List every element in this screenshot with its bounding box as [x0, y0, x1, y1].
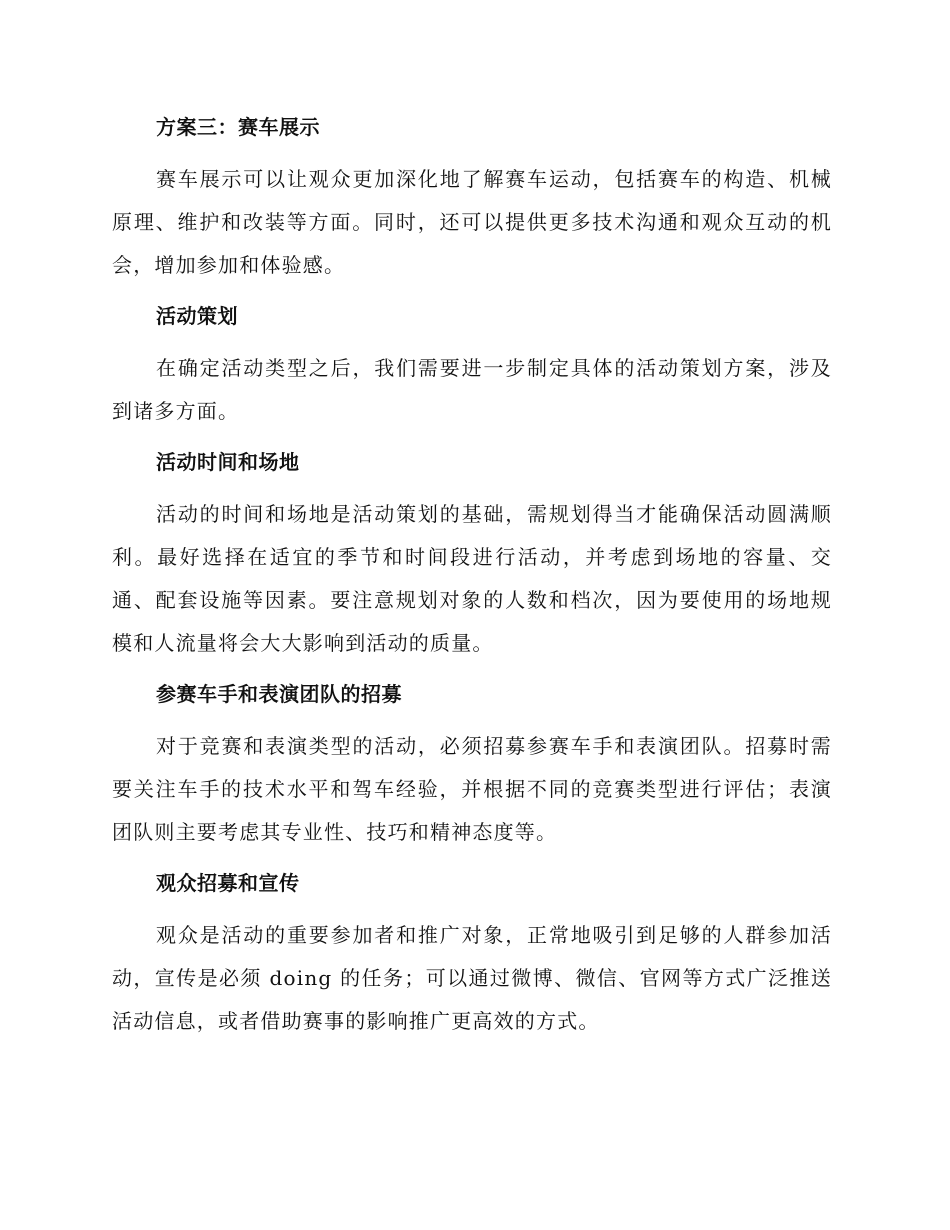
section-heading-driver-and-team-recruitment: 参赛车手和表演团队的招募: [156, 682, 402, 706]
spacer: [112, 713, 832, 725]
spacer: [112, 335, 832, 347]
section-paragraph-audience-and-promotion: 观众是活动的重要参加者和推广对象，正常地吸引到足够的人群参加活动，宣传是必须 doing 的任务；可以通过微博、微信、官网等方式广泛推送活动信息，或者借助赛事的影响推广更高效的方式。: [112, 923, 832, 1033]
spacer: [112, 854, 832, 864]
section-heading-activity-planning: 活动策划: [156, 304, 238, 328]
section-paragraph-activity-planning: 在确定活动类型之后，我们需要进一步制定具体的活动策划方案，涉及到诸多方面。: [112, 356, 832, 423]
section-heading-time-and-venue: 活动时间和场地: [156, 450, 300, 474]
spacer: [112, 287, 832, 297]
section-heading-race-car-display: 方案三：赛车展示: [156, 115, 320, 139]
section-paragraph-time-and-venue: 活动的时间和场地是活动策划的基础，需规划得当才能确保活动圆满顺利。最好选择在适宜的季节和时间段进行活动，并考虑到场地的容量、交通、配套设施等因素。要注意规划对象的人数和档次，因为要使用的场地规模和人流量将会大大影响到活动的质量。: [112, 502, 832, 655]
section-paragraph-driver-and-team-recruitment: 对于竞赛和表演类型的活动，必须招募参赛车手和表演团队。招募时需要关注车手的技术水平和驾车经验，并根据不同的竞赛类型进行评估；表演团队则主要考虑其专业性、技巧和精神态度等。: [112, 734, 832, 844]
spacer: [112, 902, 832, 914]
spacer: [112, 481, 832, 493]
spacer: [112, 146, 832, 158]
section-paragraph-race-car-display: 赛车展示可以让观众更加深化地了解赛车运动，包括赛车的构造、机械原理、维护和改装等方面。同时，还可以提供更多技术沟通和观众互动的机会，增加参加和体验感。: [112, 167, 832, 277]
section-heading-audience-and-promotion: 观众招募和宣传: [156, 871, 300, 895]
document-content: [112, 108, 832, 1043]
spacer: [112, 665, 832, 675]
spacer: [112, 433, 832, 443]
